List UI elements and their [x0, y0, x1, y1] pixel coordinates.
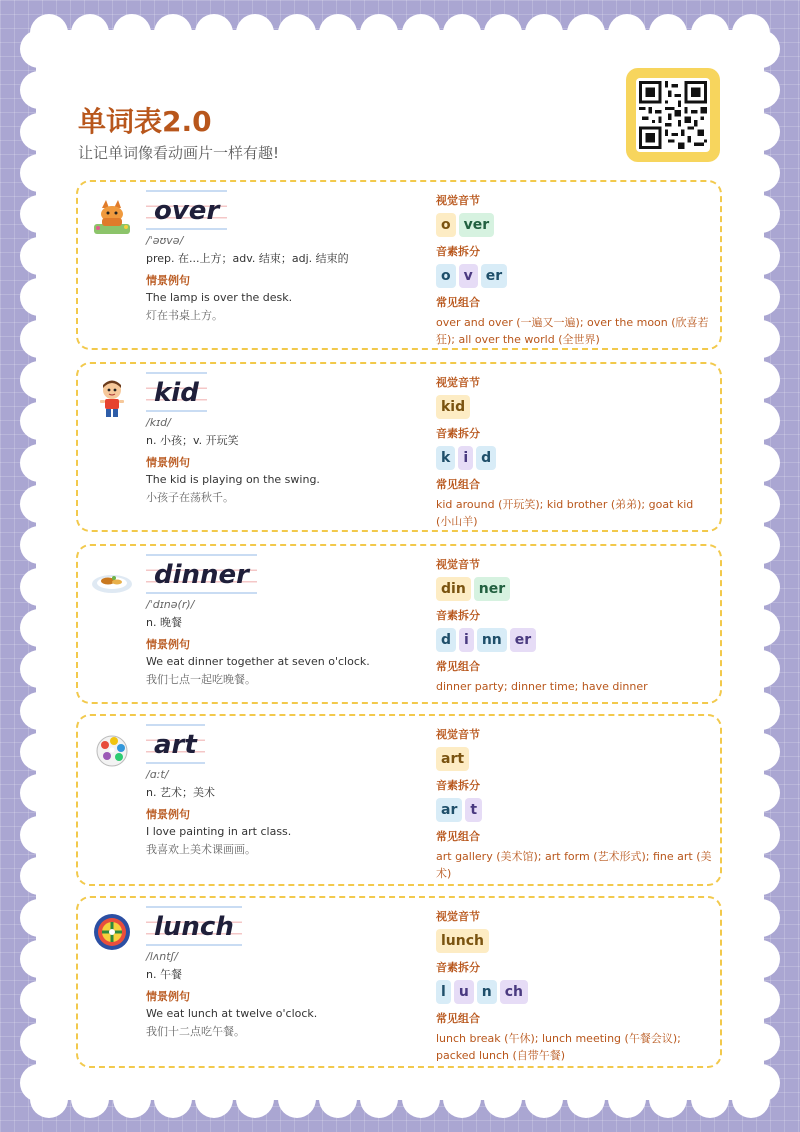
phoneme-chip: d [436, 628, 456, 652]
qr-code-icon [639, 81, 707, 149]
example-zh: 小孩子在荡秋千。 [146, 491, 234, 504]
syllable-chips [436, 577, 712, 601]
word: dinner [154, 560, 249, 590]
syllable-chip: din [436, 577, 471, 601]
part-of-speech: n. 小孩；v. 开玩笑 [146, 434, 239, 447]
phoneme-chips [436, 446, 712, 470]
word: art [154, 730, 197, 760]
example-zh: 我喜欢上美术课画画。 [146, 843, 256, 856]
syllable-chips [436, 213, 712, 237]
syllable-chips [436, 929, 712, 953]
word-card-lunch [76, 896, 722, 1068]
page-title: 单词表2.0 [78, 105, 212, 138]
phonemes-label: 音素拆分 [436, 609, 480, 622]
paint-palette-icon [90, 728, 134, 772]
part-of-speech: n. 艺术；美术 [146, 786, 215, 799]
example-en: We eat dinner together at seven o'clock. [146, 655, 370, 668]
example-zh: 我们七点一起吃晚餐。 [146, 673, 256, 686]
syllable-chip: ver [459, 213, 495, 237]
part-of-speech: prep. 在...上方；adv. 结束；adj. 结束的 [146, 252, 349, 265]
word-card-kid [76, 362, 722, 532]
page-subtitle: 让记单词像看动画片一样有趣! [78, 144, 280, 162]
combos-text: dinner party; dinner time; have dinner [436, 680, 648, 693]
word: lunch [154, 912, 234, 942]
phonemes-label: 音素拆分 [436, 245, 480, 258]
scallop-border-bottom [30, 1080, 770, 1118]
syllable-chips [436, 395, 712, 419]
word-card-over [76, 180, 722, 350]
syllable-chip: kid [436, 395, 470, 419]
scallop-border-top [30, 14, 770, 52]
syllables-label: 视觉音节 [436, 376, 480, 389]
scallop-border-right [742, 30, 780, 1102]
phoneme-chip: o [436, 264, 456, 288]
phonetic: /lʌntʃ/ [146, 950, 178, 963]
word: kid [154, 378, 199, 408]
combos-label: 常见组合 [436, 660, 480, 673]
lunch-plate-icon [90, 910, 134, 954]
word: over [154, 196, 220, 226]
phoneme-chip: k [436, 446, 455, 470]
word-card-dinner [76, 544, 722, 704]
part-of-speech: n. 晚餐 [146, 616, 182, 629]
syllable-chip: art [436, 747, 469, 771]
syllables-label: 视觉音节 [436, 910, 480, 923]
example-label: 情景例句 [146, 990, 190, 1003]
phoneme-chips [436, 798, 712, 822]
syllable-chip: lunch [436, 929, 489, 953]
phonemes-label: 音素拆分 [436, 961, 480, 974]
combos-text: over and over (一遍又一遍); over the moon (欣喜若狂); all over the world (全世界) [436, 316, 709, 346]
syllables-label: 视觉音节 [436, 558, 480, 571]
syllables-label: 视觉音节 [436, 194, 480, 207]
phoneme-chip: i [459, 628, 474, 652]
phonetic: /ˈdɪnə(r)/ [146, 598, 195, 611]
phoneme-chip: u [454, 980, 474, 1004]
qr-code[interactable] [626, 68, 720, 162]
combos-label: 常见组合 [436, 296, 480, 309]
phoneme-chip: er [481, 264, 507, 288]
syllable-chips [436, 747, 712, 771]
syllable-chip: ner [474, 577, 510, 601]
phoneme-chip: i [458, 446, 473, 470]
combos-label: 常见组合 [436, 1012, 480, 1025]
combos-text: lunch break (午休); lunch meeting (午餐会议); packed lunch (自带午餐) [436, 1032, 681, 1062]
phoneme-chips [436, 980, 712, 1004]
phoneme-chip: l [436, 980, 451, 1004]
example-en: We eat lunch at twelve o'clock. [146, 1007, 318, 1020]
syllable-chip: o [436, 213, 456, 237]
phonemes-label: 音素拆分 [436, 779, 480, 792]
phonemes-label: 音素拆分 [436, 427, 480, 440]
example-label: 情景例句 [146, 274, 190, 287]
phoneme-chip: t [465, 798, 482, 822]
combos-text: art gallery (美术馆); art form (艺术形式); fine art (美术) [436, 850, 712, 880]
phoneme-chip: n [477, 980, 497, 1004]
phoneme-chips [436, 628, 712, 652]
word-card-art [76, 714, 722, 886]
phoneme-chip: ar [436, 798, 462, 822]
phoneme-chip: d [476, 446, 496, 470]
example-label: 情景例句 [146, 456, 190, 469]
phoneme-chip: ch [500, 980, 528, 1004]
part-of-speech: n. 午餐 [146, 968, 182, 981]
fox-icon [90, 194, 134, 238]
phonetic: /ˈəʊvə/ [146, 234, 184, 247]
phoneme-chip: nn [477, 628, 507, 652]
example-en: I love painting in art class. [146, 825, 292, 838]
scallop-border-left [20, 30, 58, 1102]
example-en: The lamp is over the desk. [146, 291, 293, 304]
example-label: 情景例句 [146, 638, 190, 651]
syllables-label: 视觉音节 [436, 728, 480, 741]
phoneme-chip: er [510, 628, 536, 652]
phoneme-chip: v [459, 264, 478, 288]
combos-label: 常见组合 [436, 830, 480, 843]
phoneme-chips [436, 264, 712, 288]
dinner-plate-icon [90, 558, 134, 602]
combos-label: 常见组合 [436, 478, 480, 491]
phonetic: /ɑːt/ [146, 768, 169, 781]
boy-icon [90, 376, 134, 420]
example-label: 情景例句 [146, 808, 190, 821]
example-zh: 灯在书桌上方。 [146, 309, 223, 322]
combos-text: kid around (开玩笑); kid brother (弟弟); goat kid (小山羊) [436, 498, 694, 528]
phonetic: /kɪd/ [146, 416, 171, 429]
example-zh: 我们十二点吃午餐。 [146, 1025, 245, 1038]
example-en: The kid is playing on the swing. [146, 473, 320, 486]
